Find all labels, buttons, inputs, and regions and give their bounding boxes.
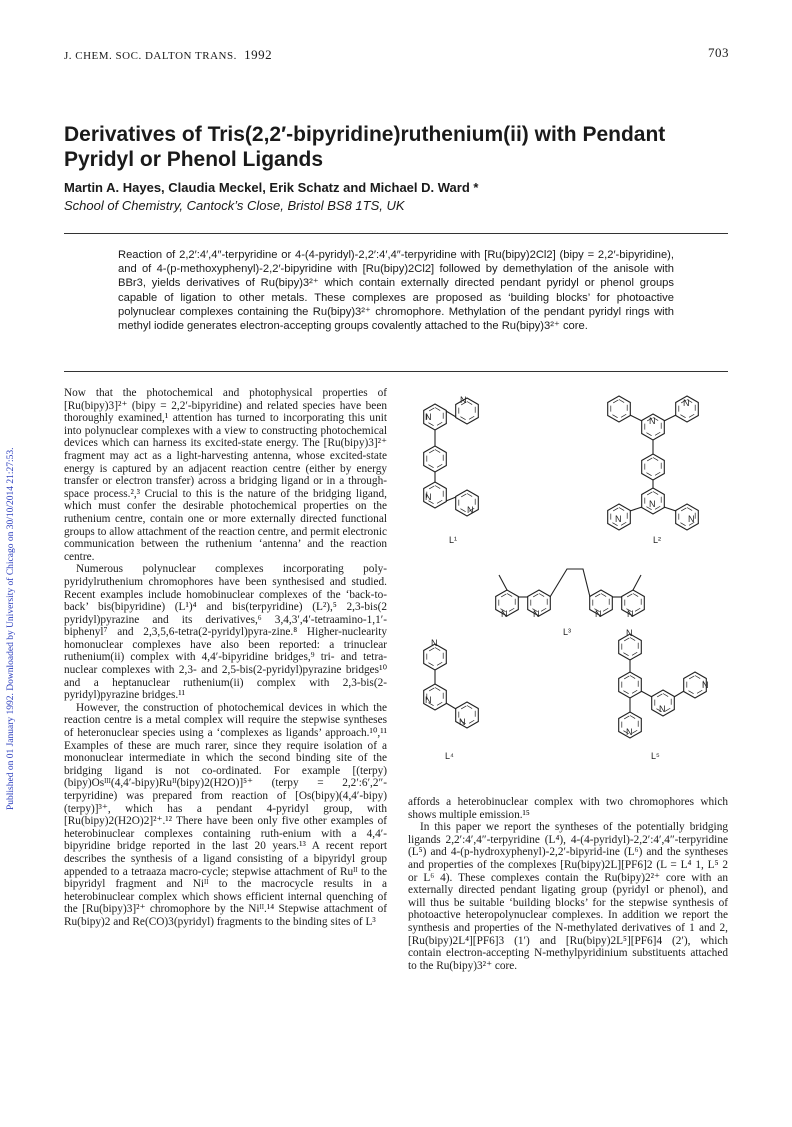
atom-label: N (431, 638, 438, 648)
right-column (408, 796, 728, 972)
label-l5: L⁵ (651, 751, 660, 761)
authors: Martin A. Hayes, Claudia Meckel, Erik Schatz and Michael D. Ward * (64, 180, 479, 195)
title-line-2: Pyridyl or Phenol Ligands (64, 148, 324, 171)
atom-label: N (533, 609, 540, 619)
atom-label: N (659, 704, 666, 714)
journal-name: J. CHEM. SOC. DALTON TRANS. (64, 50, 237, 62)
page-number: 703 (708, 45, 729, 60)
label-l2: L² (653, 535, 662, 545)
journal-header (64, 47, 272, 63)
atom-label: N (425, 412, 432, 422)
journal-year: 1992 (244, 47, 273, 62)
atom-label: N (683, 398, 690, 408)
atom-label: N (425, 492, 432, 502)
rule-top (64, 233, 728, 234)
paragraph: Now that the photochemical and photophysical properties of [Ru(bipy)3]²⁺ (bipy = 2,2′-bipyridine) and related species have been thoroughly examined,¹ attention has turned to incorporating this unit into polynuclear complexes with a view to constructing photochemical devices which can harness its excited-state energy. The [Ru(bipy)3]²⁺ fragment may act as a light-harvesting antenna, whose excited-state energy is captured by an adjacent reaction centre (either by energy transfer or electron transfer) across a bridging ligand or in a through-space process.²,³ Crucial to this is the nature of the bridging ligand, which must confer the desirable photochemical properties on the ruthenium centre, contain one or more externally directed functional groups to allow attachment of the reaction centre, and permit electronic communication between the ruthenium ‘antenna’ and the reaction centre. (64, 387, 387, 563)
affiliation: School of Chemistry, Cantock’s Close, Bristol BS8 1TS, UK (64, 198, 405, 213)
ligand-l3-structure (496, 569, 645, 616)
atom-label: N (459, 717, 466, 727)
atom-label: N (460, 395, 467, 405)
atom-label: N (467, 505, 474, 515)
ligand-l4-structure (424, 644, 479, 728)
label-l1: L¹ (449, 535, 458, 545)
atom-label: N (702, 680, 709, 690)
left-column (64, 387, 387, 929)
sidebar-download-note[interactable]: Published on 01 January 1992. Downloaded by University of Chicago on 30/10/2014 21:27:53. (6, 447, 16, 810)
atom-label: N (649, 499, 656, 509)
title-line-1: Derivatives of Tris(2,2′-bipyridine)ruthenium(ii) with Pendant (64, 123, 666, 146)
ligand-l1-structure (424, 398, 479, 516)
rule-bottom (64, 371, 728, 372)
paragraph: However, the construction of photochemical devices in which the reaction centre is a metal complex will require the stepwise syntheses of heteronuclear species using a ‘complexes as ligands’ approach.¹⁰,¹¹ Examples of these are much rarer, since they require isolation of a mononuclear intermediate in which the second binding site of the bridging ligand is not co-ordinated. For example [(terpy)(bipy)Osᴵᴵᴵ(4,4′-bipy)Ruᴵᴵ(bipy)2(H2O)]⁵⁺ (terpy = 2,2′:6′,2″-terpyridine) was prepared from reaction of [Os(bipy)(4,4′-bipy)(terpy)]³⁺, which has a pendant 4-pyridyl group, with [Ru(bipy)2(H2O)2]²⁺.¹² There have been only five other examples of heterobinuclear complexes containing ruth-enium with a 4,4′-bipyridine bridge reported in the last 20 years.¹³ A recent report describes the synthesis of a ligand consisting of a bipyridyl group appended to a tetraaza macro-cycle; stepwise attachment of Ruᴵᴵ to the bipyridyl fragment and Niᴵᴵ to the macrocycle results in a heterobinuclear complex which shows efficient internal quenching of the [Ru(bipy)3]²⁺ chromophore by the Niᴵᴵ.¹⁴ Stepwise attachment of Ru(bipy)2 and Re(CO)3(pyridyl) fragments to the binding sites of L³ (64, 701, 387, 928)
ligand-l5-structure (619, 634, 707, 738)
atom-label: N (595, 609, 602, 619)
atom-label: N (626, 727, 633, 737)
atom-label: N (501, 609, 508, 619)
paragraph: Numerous polynuclear complexes incorporating poly-pyridylruthenium chromophores have been synthesised and studied. Recent examples include homobinuclear complexes of the ‘back-to-back’ bis(bipyridine) (L¹)⁴ and bis(terpyridine) (L²),⁵ 2,3-bis(2 pyridyl)pyrazine and its derivatives,⁶ 3,4,3′,4′-tetraamino-1,1′-biphenyl⁷ and 2,3,5,6-tetra(2-pyridyl)pyra-zine.⁸ Higher-nuclearity homonuclear complexes have also been reported: a trinuclear ruthenium(ii) complex with 4,4′-bipyridine bridges,⁹ tri- and tetra-nuclear complexes with 2,3- and 2,5-bis(2-pyridyl)pyrazine bridges¹⁰ and a heptanuclear ruthenium(ii) complex with 2,3-bis(2-pyridyl)pyrazine bridges.¹¹ (64, 563, 387, 702)
atom-label: N (688, 514, 695, 524)
ligand-structures-figure (405, 385, 735, 785)
atom-label: N (627, 609, 634, 619)
label-l3: L³ (563, 627, 572, 637)
atom-label: N (649, 416, 656, 426)
atom-label: N (425, 695, 432, 705)
abstract: Reaction of 2,2′:4′,4″-terpyridine or 4-(4-pyridyl)-2,2′:4′,4″-terpyridine with [Ru(bipy)2Cl2] (bipy = 2,2′-bipyridine), and of 4-(p-methoxyphenyl)-2,2′-bipyridine with [Ru(bipy)2Cl2] followed by demethylation of the anisole with BBr3, yields derivatives of Ru(bipy)3²⁺ which contain externally directed pendant pyridyl or phenol groups capable of ligation to other metals. These complexes are proposed as ‘building blocks’ for photoactive polynuclear complexes containing the Ru(bipy)3²⁺ chromophore. Methylation of the pendant pyridyl rings with methyl iodide generates electron-accepting groups covalently attached to the Ru(bipy)3²⁺ core. (118, 249, 674, 333)
paragraph: In this paper we report the syntheses of the potentially bridging ligands 2,2′:4′,4″-terpyridine (L⁴), 4-(4-pyridyl)-2,2′:4′,4″-terpyridine (L⁵) and 4-(p-hydroxyphenyl)-2,2′-bipyrid-ine (L⁶) and the syntheses and properties of the complexes [Ru(bipy)2L][PF6]2 (L = L⁴ 1, L⁵ 2 or L⁶ 4). These complexes contain the Ru(bipy)2²⁺ core with an externally directed pendant ligating group (pyridyl or phenol), and will thus be suitable ‘building blocks’ for the stepwise synthesis of photoactive heteropolynuclear complexes. In addition we report the synthesis and properties of the N-methylated derivatives of 1 and 2, [Ru(bipy)2L⁴][PF6]3 (1′) and [Ru(bipy)2L⁵][PF6]4 (2′), which contain electron-accepting N-methylpyridinium substituents attached to the Ru(bipy)3²⁺ core. (408, 821, 728, 972)
label-l4: L⁴ (445, 751, 454, 761)
paragraph: affords a heterobinuclear complex with two chromophores which shows multiple emission.¹⁵ (408, 796, 728, 821)
article-title (64, 122, 744, 172)
atom-label: N (626, 628, 633, 638)
atom-label: N (615, 514, 622, 524)
